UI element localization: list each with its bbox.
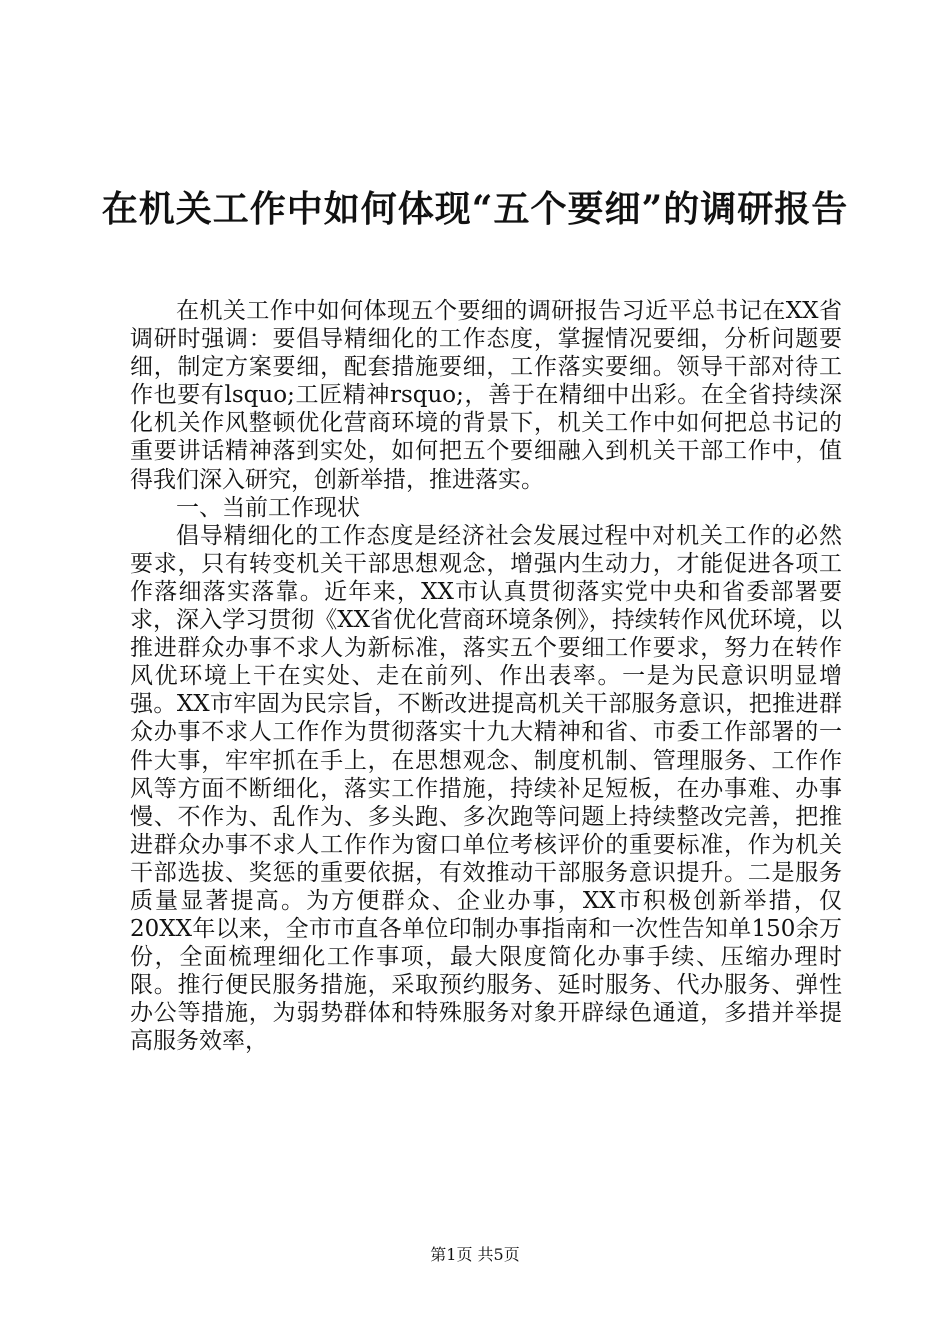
- document-title: 在机关工作中如何体现“五个要细”的调研报告: [101, 188, 849, 230]
- paragraph-current-status: 倡导精细化的工作态度是经济社会发展过程中对机关工作的必然要求，只有转变机关干部思想观念，增强内生动力，才能促进各项工作落细落实落靠。近年来，XX市认真贯彻落实党中央和省委部署要求，深入学习贯彻《XX省优化营商环境条例》，持续转作风优环境，以推进群众办事不求人为新标准，落实五个要细工作要求，努力在转作风优环境上干在实处、走在前列、作出表率。一是为民意识明显增强。XX市牢固为民宗旨，不断改进提高机关干部服务意识，把推进群众办事不求人工作作为贯彻落实十九大精神和省、市委工作部署的一件大事，牢牢抓在手上，在思想观念、制度机制、管理服务、工作作风等方面不断细化，落实工作措施，持续补足短板，在办事难、办事慢、不作为、乱作为、多头跑、多次跑等问题上持续整改完善，把推进群众办事不求人工作作为窗口单位考核评价的重要标准，作为机关干部选拔、奖惩的重要依据，有效推动干部服务意识提升。二是服务质量显著提高。为方便群众、企业办事，XX市积极创新举措，仅20XX年以来，全市市直各单位印制办事指南和一次性告知单150余万份，全面梳理细化工作事项，最大限度简化办事手续、压缩办理时限。推行便民服务措施，采取预约服务、延时服务、代办服务、弹性办公等措施，为弱势群体和特殊服务对象开辟绿色通道，多措并举提高服务效率，: [130, 522, 842, 1055]
- section-heading: 一、当前工作现状: [176, 494, 360, 521]
- paragraph-intro: 在机关工作中如何体现五个要细的调研报告习近平总书记在XX省调研时强调：要倡导精细化的工作态度，掌握情况要细，分析问题要细，制定方案要细，配套措施要细，工作落实要细。领导干部对待工作也要有lsquo;工匠精神rsquo;，善于在精细中出彩。在全省持续深化机关作风整顿优化营商环境的背景下，机关工作中如何把总书记的重要讲话精神落到实处，如何把五个要细融入到机关干部工作中，值得我们深入研究，创新举措，推进落实。: [130, 298, 842, 493]
- page-footer: 第1页 共5页: [430, 1245, 520, 1264]
- document-body: [130, 297, 842, 1056]
